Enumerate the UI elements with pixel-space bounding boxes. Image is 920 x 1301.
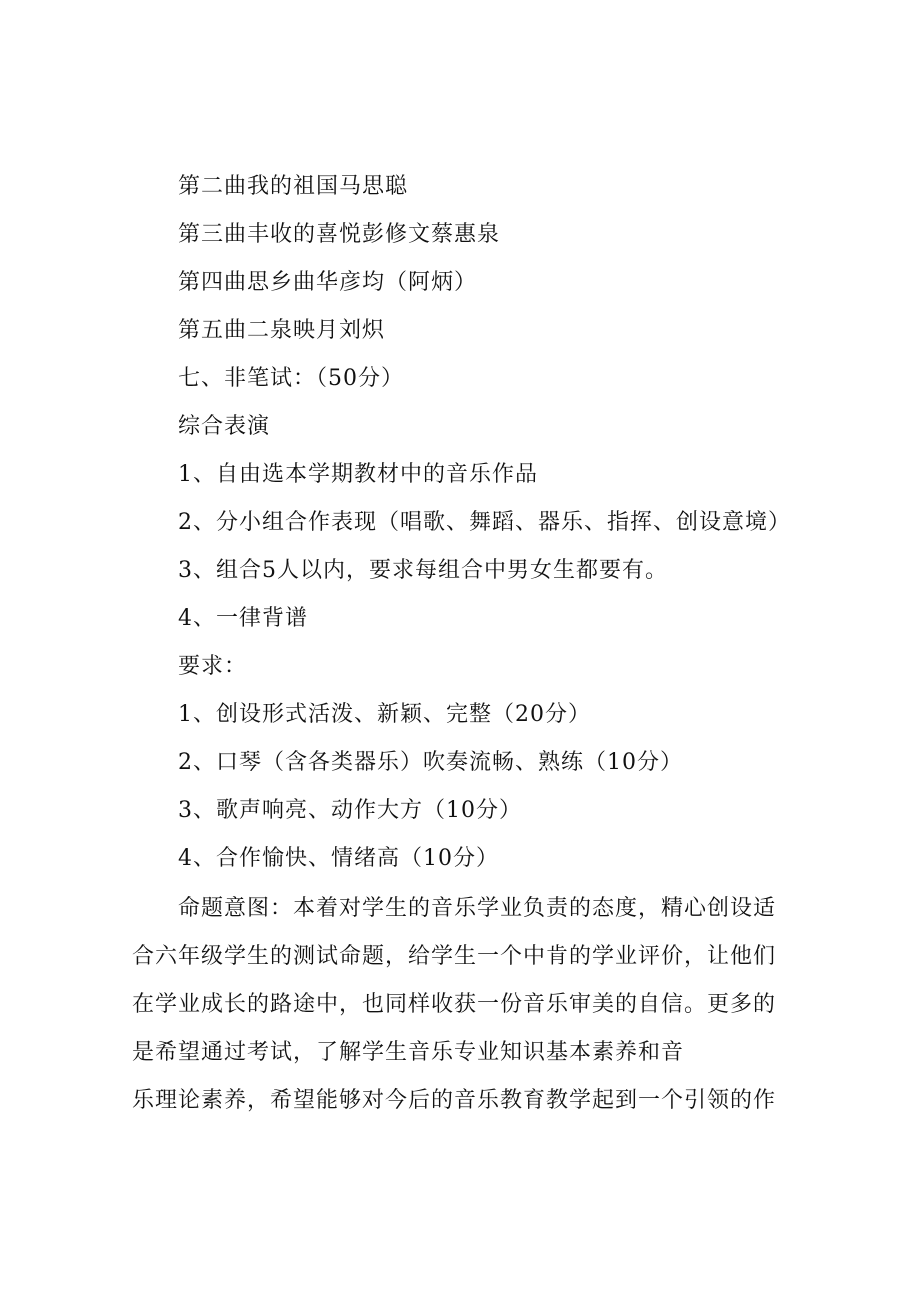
text-line-piece-2: 第二曲我的祖国马思聪 (178, 174, 409, 199)
requirement-item-1: 1、创设形式活泼、新颖、完整（20分） (178, 702, 591, 727)
text-line-piece-4: 第四曲思乡曲华彦均（阿炳） (178, 270, 478, 295)
list-item-1: 1、自由选本学期教材中的音乐作品 (178, 462, 538, 487)
requirement-item-4: 4、合作愉快、情绪高（10分） (178, 846, 499, 871)
requirement-item-3: 3、歌声响亮、动作大方（10分） (178, 798, 522, 823)
intent-paragraph-line-5: 乐理论素养，希望能够对今后的音乐教育教学起到一个引领的作 (132, 1088, 777, 1113)
intent-paragraph-line-4: 是希望通过考试，了解学生音乐专业知识基本素养和音 (132, 1040, 685, 1065)
text-line-performance: 综合表演 (178, 414, 271, 439)
intent-paragraph-line-2: 合六年级学生的测试命题，给学生一个中肯的学业评价，让他们 (132, 944, 777, 969)
intent-paragraph-line-3: 在学业成长的路途中，也同样收获一份音乐审美的自信。更多的 (132, 992, 777, 1017)
section-heading-non-written-test: 七、非笔试：（50分） (178, 366, 404, 391)
text-line-piece-5: 第五曲二泉映月刘炽 (178, 318, 386, 343)
text-line-piece-3: 第三曲丰收的喜悦彭修文蔡惠泉 (178, 222, 501, 247)
list-item-3: 3、组合5人以内，要求每组合中男女生都要有。 (178, 558, 668, 583)
requirements-heading: 要求： (178, 654, 248, 679)
list-item-4: 4、一律背谱 (178, 606, 308, 631)
requirement-item-2: 2、口琴（含各类器乐）吹奏流畅、熟练（10分） (178, 750, 683, 775)
intent-paragraph-line-1: 命题意图：本着对学生的音乐学业负责的态度，精心创设适 (178, 896, 777, 921)
list-item-2: 2、分小组合作表现（唱歌、舞蹈、器乐、指挥、创设意境） (178, 510, 791, 535)
